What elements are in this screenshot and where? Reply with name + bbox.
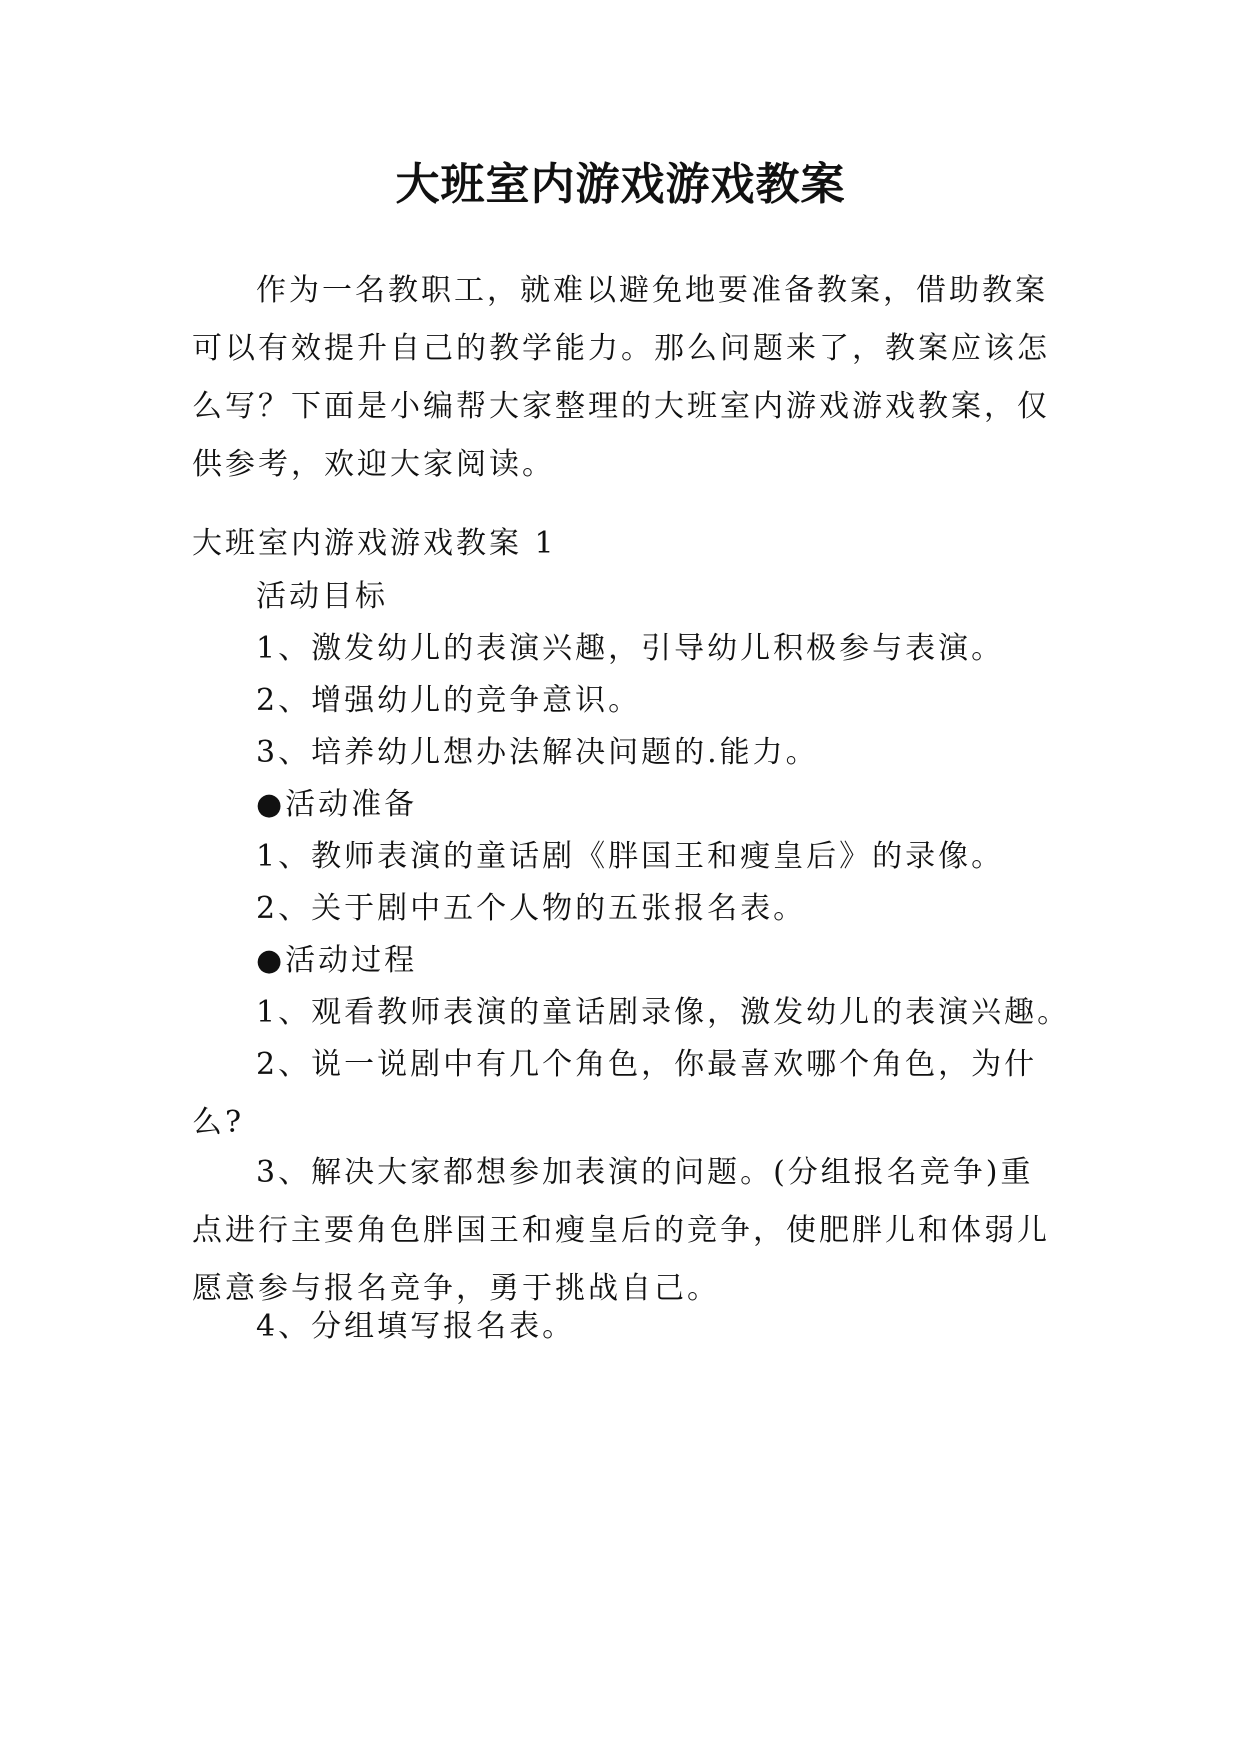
process-heading: ●活动过程 [256,943,418,978]
goals-heading: 活动目标 [256,579,388,614]
process-item: 3、解决大家都想参加表演的问题。(分组报名竞争)重点进行主要角色胖国王和瘦皇后的竞争，使肥胖儿和体弱儿愿意参与报名竞争，勇于挑战自己。 [192,1155,1050,1306]
document-title: 大班室内游戏游戏教案 [395,159,846,210]
process-item: 4、分组填写报名表。 [256,1309,576,1344]
process-item: 1、观看教师表演的童话剧录像，激发幼儿的表演兴趣。 [256,995,1071,1030]
process-item: 2、说一说剧中有几个角色，你最喜欢哪个角色，为什么? [192,1047,1038,1140]
section-title: 大班室内游戏游戏教案 1 [192,526,557,561]
intro-paragraph: 作为一名教职工，就难以避免地要准备教案，借助教案可以有效提升自己的教学能力。那么问题来了，教案应该怎么写？下面是小编帮大家整理的大班室内游戏游戏教案，仅供参考，欢迎大家阅读。 [192,273,1050,482]
goal-item: 1、激发幼儿的表演兴趣，引导幼儿积极参与表演。 [256,631,1005,666]
prep-heading: ●活动准备 [256,787,418,822]
goal-item: 3、培养幼儿想办法解决问题的.能力。 [256,735,819,770]
prep-item: 1、教师表演的童话剧《胖国王和瘦皇后》的录像。 [256,839,1005,874]
prep-item: 2、关于剧中五个人物的五张报名表。 [256,891,807,926]
goal-item: 2、增强幼儿的竞争意识。 [256,683,642,718]
